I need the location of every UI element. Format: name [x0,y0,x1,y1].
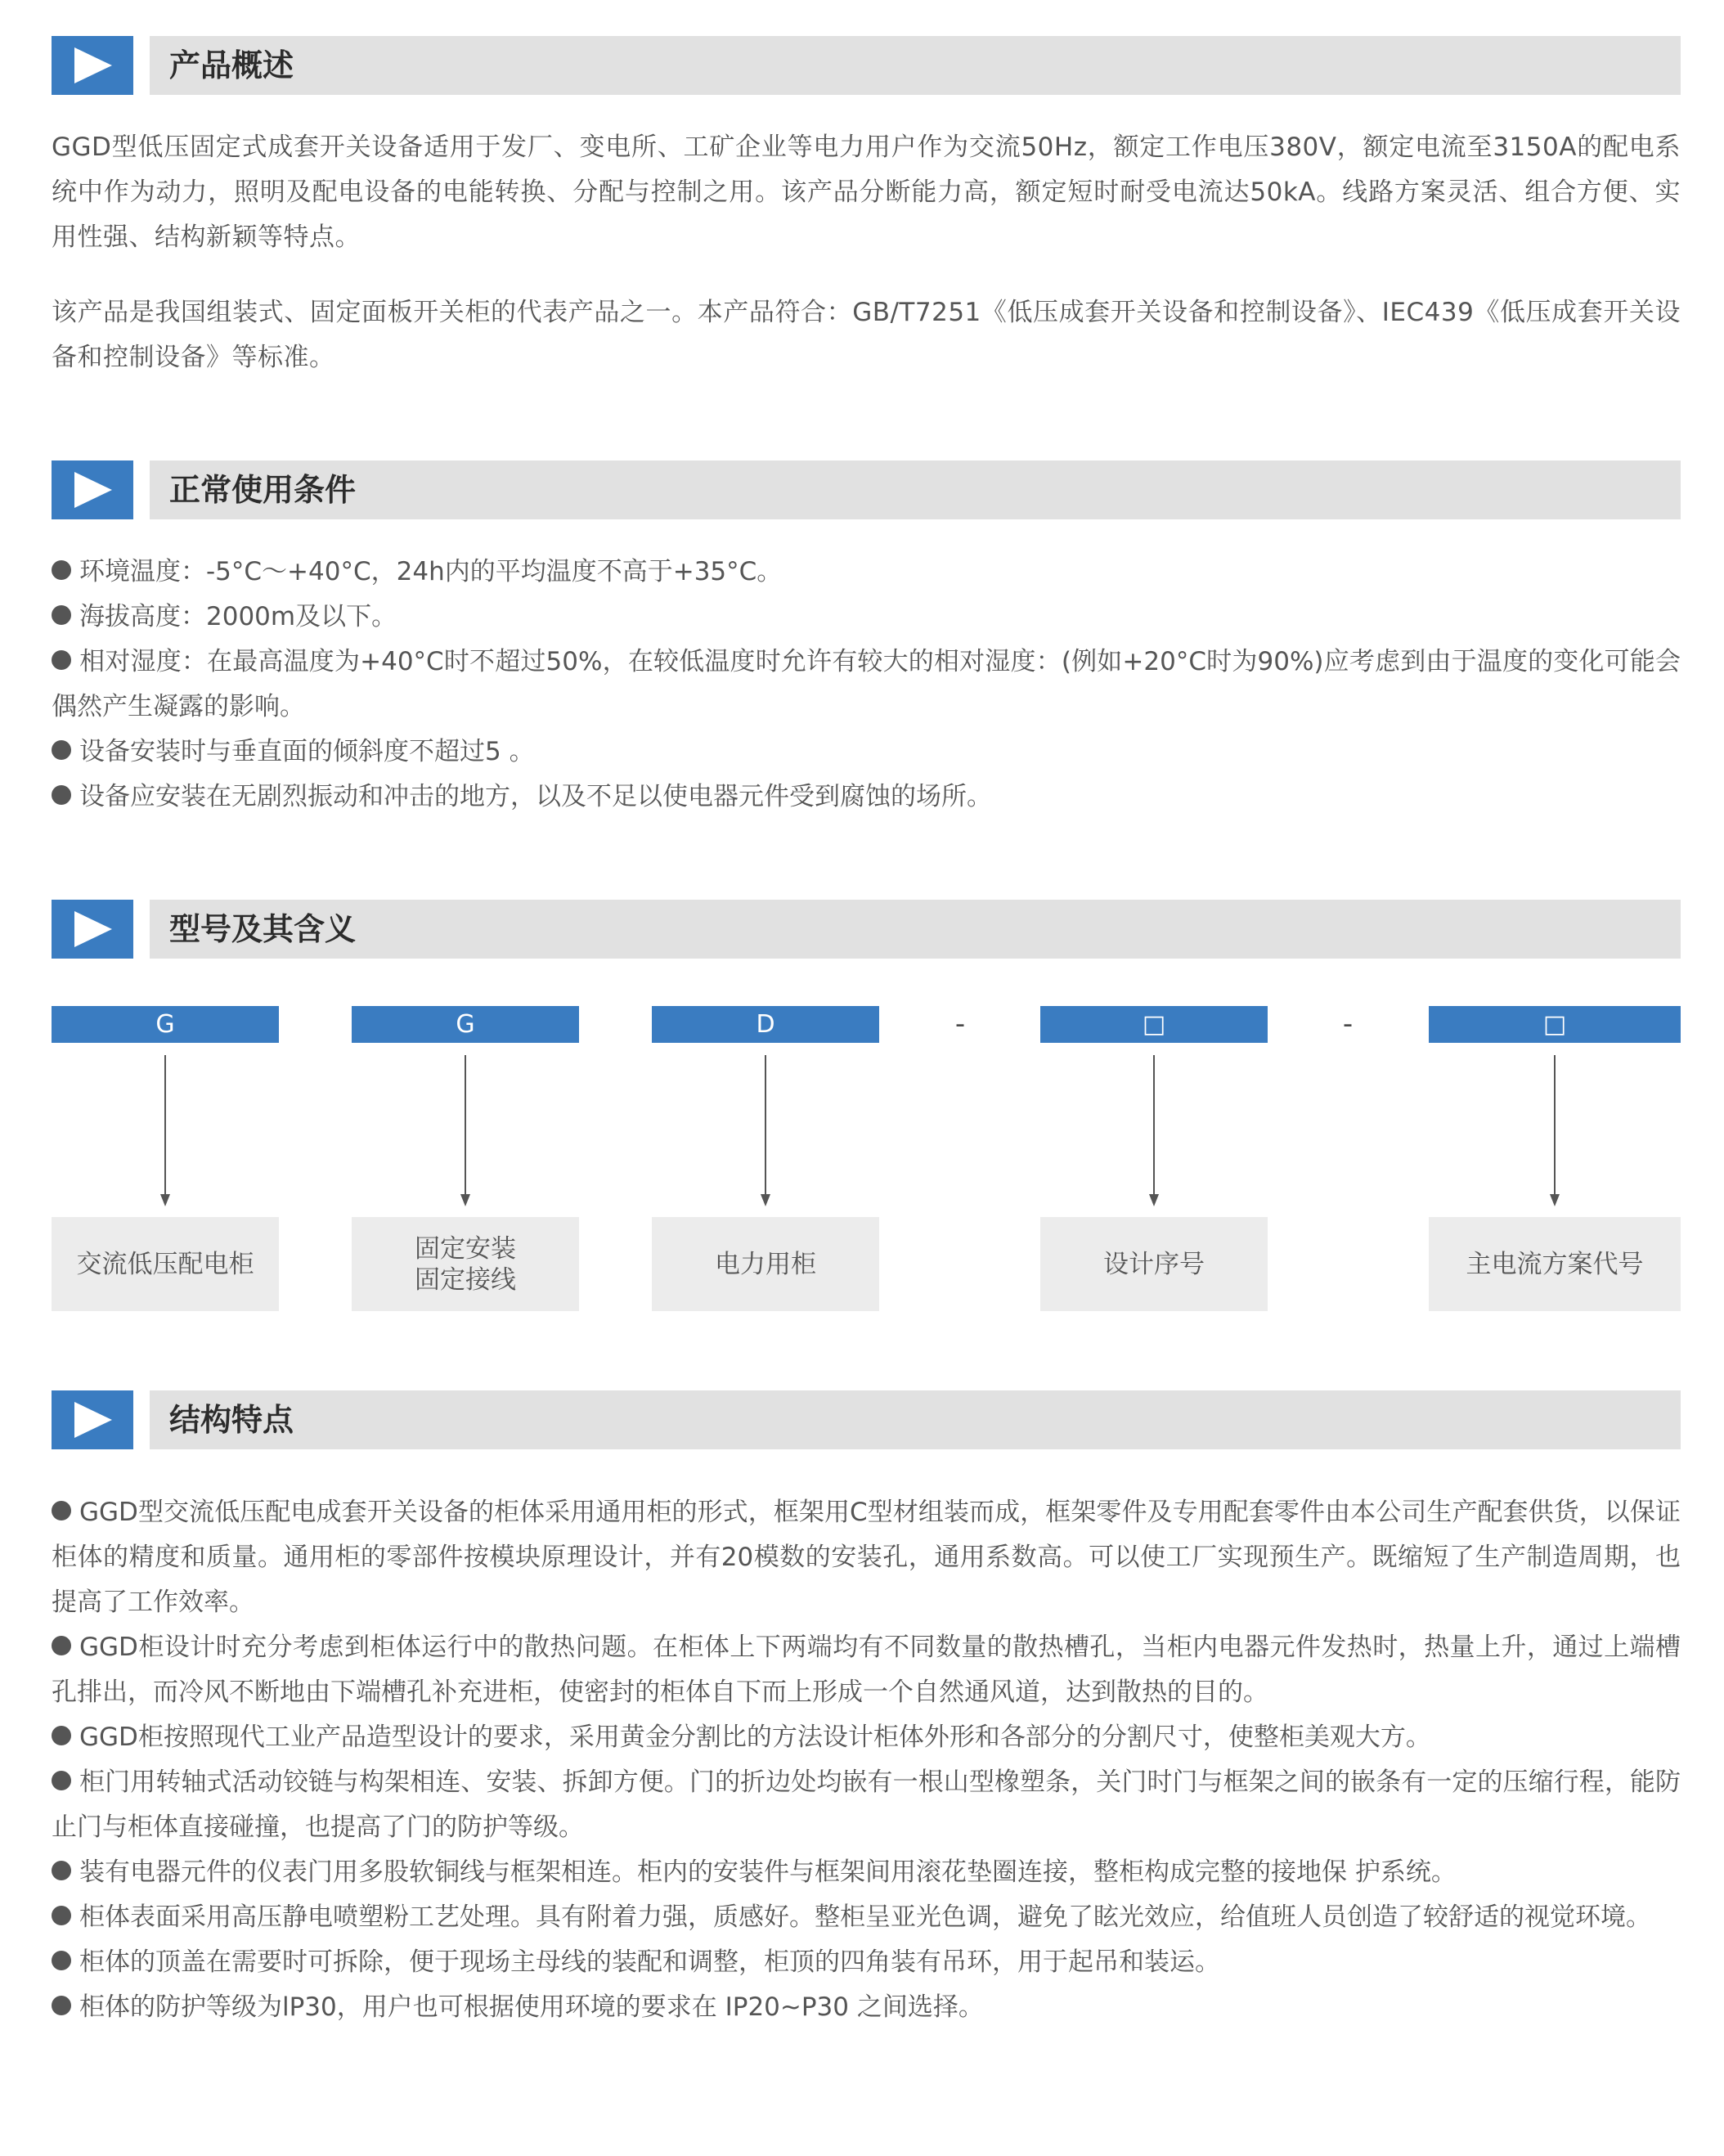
list-item: 设备安装时与垂直面的倾斜度不超过5 。 [52,730,1681,775]
list-item: 柜体的防护等级为lP30，用户也可根据使用环境的要求在 IP20~P30 之间选择。 [52,1985,1681,2030]
model-separator-2: - [1342,1008,1354,1040]
bullet-icon [52,650,71,670]
section-title: 结构特点 [169,1402,294,1438]
arrow-down-icon [1547,1055,1563,1206]
bullet-icon [52,1996,71,2015]
model-code-4: □ [1040,1006,1268,1043]
section-header-structure [52,1390,1681,1449]
list-item: 设备应安装在无剧烈振动和冲击的地方，以及不足以使电器元件受到腐蚀的场所。 [52,775,1681,820]
bullet-icon [52,560,71,580]
meaning-box-design-number: 设计序号 [1040,1217,1268,1311]
section-title: 型号及其含义 [169,911,357,947]
section-title: 产品概述 [169,47,294,83]
section-title-bar [150,900,1681,959]
model-code-1: G [52,1006,279,1043]
list-item: GGD柜设计时充分考虑到柜体运行中的散热问题。在柜体上下两端均有不同数量的散热槽孔，当柜内电器元件发热时，热量上升，通过上端槽孔排出，而冷风不断地由下端槽孔补充进柜，使密封的柜体自下而上形成一个自然通风道，达到散热的目的。 [52,1633,1681,1707]
section-header-model [52,900,1681,959]
list-item: 环境温度：-5°C～+40°C，24h内的平均温度不高于+35°C。 [52,550,1681,595]
section-title: 正常使用条件 [169,472,357,508]
bullet-icon [52,785,71,805]
conditions-list [52,550,1681,820]
list-item: 柜门用转轴式活动铰链与构架相连、安装、拆卸方便。门的折边处均嵌有一根山型橡塑条，关门时门与框架之间的嵌条有一定的压缩行程，能防止门与柜体直接碰撞，也提高了门的防护等级。 [52,1767,1681,1842]
play-icon [52,460,133,519]
play-icon [52,1390,133,1449]
section-header-conditions [52,460,1681,519]
bullet-icon [52,605,71,625]
section-header-overview [52,36,1681,95]
overview-paragraph-1: GGD型低压固定式成套开关设备适用于发厂、变电所、工矿企业等电力用户作为交流50Hz，额定工作电压380V，额定电流至3150A的配电系统中作为动力，照明及配电设备的电能转换、分配与控制之用。该产品分断能力高，额定短时耐受电流达50kA。线路方案灵活、组合方便、实用性强、结构新颖等特点。 [52,133,1681,252]
meaning-box-main-circuit: 主电流方案代号 [1429,1217,1681,1311]
overview-paragraph-2: 该产品是我国组装式、固定面板开关柜的代表产品之一。本产品符合：GB/T7251《低压成套开关设备和控制设备》、IEC439《低压成套开关设备和控制设备》等标准。 [52,298,1681,372]
list-item: 柜体的顶盖在需要时可拆除，便于现场主母线的装配和调整，柜顶的四角装有吊环，用于起吊和装运。 [52,1940,1681,1985]
meaning-box-ac-low-voltage: 交流低压配电柜 [52,1217,279,1311]
list-item: 柜体表面采用高压静电喷塑粉工艺处理。具有附着力强，质感好。整柜呈亚光色调，避免了眩光效应，给值班人员创造了较舒适的视觉环境。 [52,1895,1681,1940]
structure-list [52,1490,1681,2030]
bullet-icon [52,1501,71,1520]
section-title-bar [150,1390,1681,1449]
bullet-icon [52,1726,71,1745]
arrow-down-icon [1146,1055,1162,1206]
section-title-bar [150,460,1681,519]
list-item: GGD柜按照现代工业产品造型设计的要求，采用黄金分割比的方法设计柜体外形和各部分的分割尺寸，使整柜美观大方。 [52,1715,1681,1760]
arrow-down-icon [757,1055,774,1206]
meaning-box-fixed [352,1217,579,1311]
bullet-icon [52,1951,71,1970]
list-item: 装有电器元件的仪表门用多股软铜线与框架相连。柜内的安装件与框架间用滚花垫圈连接，整柜构成完整的接地保 护系统。 [52,1850,1681,1895]
meaning-line: 固定安装 [415,1233,516,1264]
play-icon [52,36,133,95]
bullet-icon [52,740,71,760]
model-separator-1: - [954,1008,966,1040]
list-item: 相对湿度：在最高温度为+40°C时不超过50%，在较低温度时允许有较大的相对湿度：(例如+20°C时为90%)应考虑到由于温度的变化可能会偶然产生凝露的影响。 [52,647,1681,721]
list-item: GGD型交流低压配电成套开关设备的柜体采用通用柜的形式，框架用C型材组装而成，框架零件及专用配套零件由本公司生产配套供货，以保证柜体的精度和质量。通用柜的零部件按模块原理设计，并有20模数的安装孔，通用系数高。可以使工厂实现预生产。既缩短了生产制造周期，也提高了工作效率。 [52,1498,1681,1617]
meaning-line: 固定接线 [415,1264,516,1295]
bullet-icon [52,1771,71,1790]
arrow-down-icon [157,1055,173,1206]
arrow-down-icon [457,1055,474,1206]
play-icon [52,900,133,959]
model-code-3: D [652,1006,879,1043]
bullet-icon [52,1636,71,1655]
meaning-box-power-cabinet: 电力用柜 [652,1217,879,1311]
bullet-icon [52,1861,71,1880]
model-code-5: □ [1429,1006,1681,1043]
model-code-2: G [352,1006,579,1043]
list-item: 海拔高度：2000m及以下。 [52,595,1681,640]
section-title-bar [150,36,1681,95]
bullet-icon [52,1906,71,1925]
